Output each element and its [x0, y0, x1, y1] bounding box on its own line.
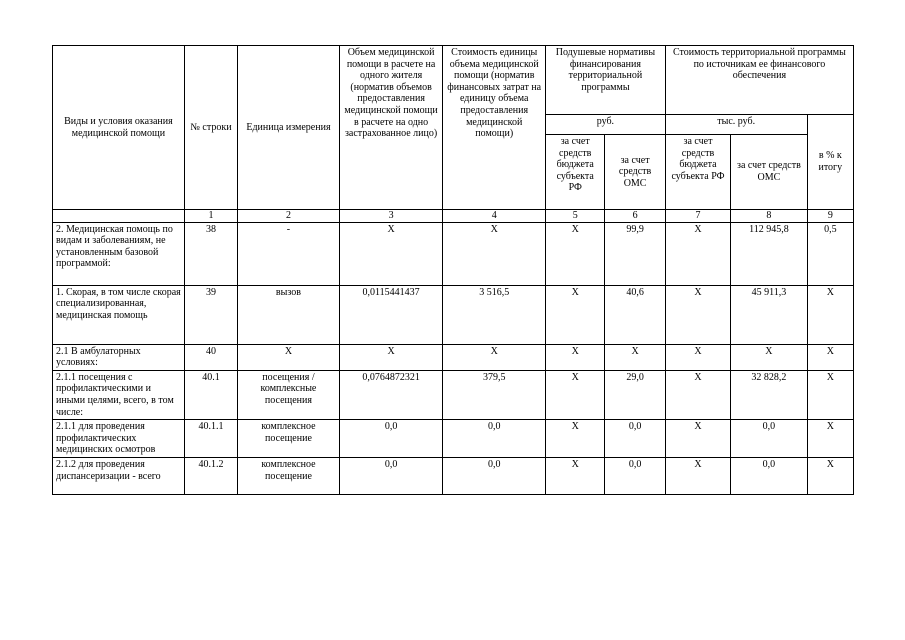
row-tot-budget: X	[665, 420, 730, 458]
row-cost: 0,0	[443, 457, 546, 494]
row-pct: X	[807, 420, 853, 458]
row-volume: 0,0	[339, 420, 443, 458]
row-line: 38	[184, 222, 237, 285]
row-line: 40.1.2	[184, 457, 237, 494]
header-thous-rub: тыс. руб.	[665, 115, 807, 135]
header-percent-total: в % к итогу	[807, 115, 853, 210]
row-cost: 3 516,5	[443, 285, 546, 344]
header-unit: Единица измерения	[238, 46, 340, 210]
header-pc-budget: за счет средств бюджета субъекта РФ	[546, 135, 605, 210]
row-pc-budget: X	[546, 344, 605, 370]
row-tot-budget: X	[665, 457, 730, 494]
row-line: 40	[184, 344, 237, 370]
col-number: 9	[807, 210, 853, 223]
table-row	[53, 420, 854, 458]
row-name: 2. Медицинская помощь по видам и заболеваниям, не установленным базовой программой:	[53, 222, 185, 285]
col-number: 8	[731, 210, 807, 223]
row-pct: X	[807, 285, 853, 344]
header-tot-oms: за счет средств ОМС	[731, 135, 807, 210]
row-tot-oms: 112 945,8	[731, 222, 807, 285]
row-unit: комплексное посещение	[238, 420, 340, 458]
row-pct: X	[807, 344, 853, 370]
table-row	[53, 222, 854, 285]
row-pc-oms: 40,6	[605, 285, 665, 344]
row-name: 1. Скорая, в том числе скорая специализированная, медицинская помощь	[53, 285, 185, 344]
row-tot-budget: X	[665, 222, 730, 285]
col-number: 6	[605, 210, 665, 223]
col-number: 5	[546, 210, 605, 223]
row-tot-budget: X	[665, 344, 730, 370]
row-tot-oms: 45 911,3	[731, 285, 807, 344]
table-row	[53, 457, 854, 494]
table-row	[53, 370, 854, 419]
program-cost-table	[52, 45, 854, 495]
row-cost: X	[443, 344, 546, 370]
col-number: 3	[339, 210, 443, 223]
header-per-capita: Подушевые нормативы финансирования территориальной программы	[546, 46, 666, 115]
header-unit-cost: Стоимость единицы объема медицинской помощи (норматив финансовых затрат на единицу объема предоставления медицинской помощи)	[443, 46, 546, 210]
row-pc-oms: 99,9	[605, 222, 665, 285]
column-number-row	[53, 210, 854, 223]
row-pct: X	[807, 457, 853, 494]
row-pct: 0,5	[807, 222, 853, 285]
row-volume: 0,0764872321	[339, 370, 443, 419]
row-tot-budget: X	[665, 370, 730, 419]
row-unit: -	[238, 222, 340, 285]
row-pc-budget: X	[546, 370, 605, 419]
row-tot-oms: 0,0	[731, 420, 807, 458]
row-unit: посещения / комплексные посещения	[238, 370, 340, 419]
row-line: 40.1	[184, 370, 237, 419]
col-number: 1	[184, 210, 237, 223]
col-number-blank	[53, 210, 185, 223]
row-pc-budget: X	[546, 420, 605, 458]
row-pct: X	[807, 370, 853, 419]
row-pc-budget: X	[546, 222, 605, 285]
row-cost: X	[443, 222, 546, 285]
row-tot-oms: 32 828,2	[731, 370, 807, 419]
row-unit: комплексное посещение	[238, 457, 340, 494]
row-pc-oms: X	[605, 344, 665, 370]
row-pc-oms: 0,0	[605, 457, 665, 494]
header-program-cost: Стоимость территориальной программы по источникам ее финансового обеспечения	[665, 46, 853, 115]
col-number: 4	[443, 210, 546, 223]
row-pc-oms: 29,0	[605, 370, 665, 419]
header-line-number: № строки	[184, 46, 237, 210]
row-pc-budget: X	[546, 457, 605, 494]
row-line: 39	[184, 285, 237, 344]
row-tot-oms: 0,0	[731, 457, 807, 494]
row-unit: X	[238, 344, 340, 370]
row-cost: 0,0	[443, 420, 546, 458]
header-pc-oms: за счет средств ОМС	[605, 135, 665, 210]
row-tot-oms: X	[731, 344, 807, 370]
row-pc-budget: X	[546, 285, 605, 344]
row-pc-oms: 0,0	[605, 420, 665, 458]
row-volume: 0,0115441437	[339, 285, 443, 344]
row-name: 2.1.1 посещения с профилактическими и иными целями, всего, в том числе:	[53, 370, 185, 419]
row-name: 2.1.1 для проведения профилактических медицинских осмотров	[53, 420, 185, 458]
header-tot-budget: за счет средств бюджета субъекта РФ	[665, 135, 730, 210]
row-tot-budget: X	[665, 285, 730, 344]
row-name: 2.1.2 для проведения диспансеризации - всего	[53, 457, 185, 494]
row-unit: вызов	[238, 285, 340, 344]
header-rub: руб.	[546, 115, 666, 135]
row-cost: 379,5	[443, 370, 546, 419]
col-number: 2	[238, 210, 340, 223]
row-volume: X	[339, 222, 443, 285]
header-volume: Объем медицинской помощи в расчете на одного жителя (норматив объемов предоставления медицинской помощи в расчете на одно застрахованное лицо)	[339, 46, 443, 210]
header-kinds: Виды и условия оказания медицинской помощи	[53, 46, 185, 210]
table-row	[53, 285, 854, 344]
row-name: 2.1 В амбулаторных условиях:	[53, 344, 185, 370]
col-number: 7	[665, 210, 730, 223]
table-row	[53, 344, 854, 370]
row-volume: X	[339, 344, 443, 370]
row-volume: 0,0	[339, 457, 443, 494]
row-line: 40.1.1	[184, 420, 237, 458]
